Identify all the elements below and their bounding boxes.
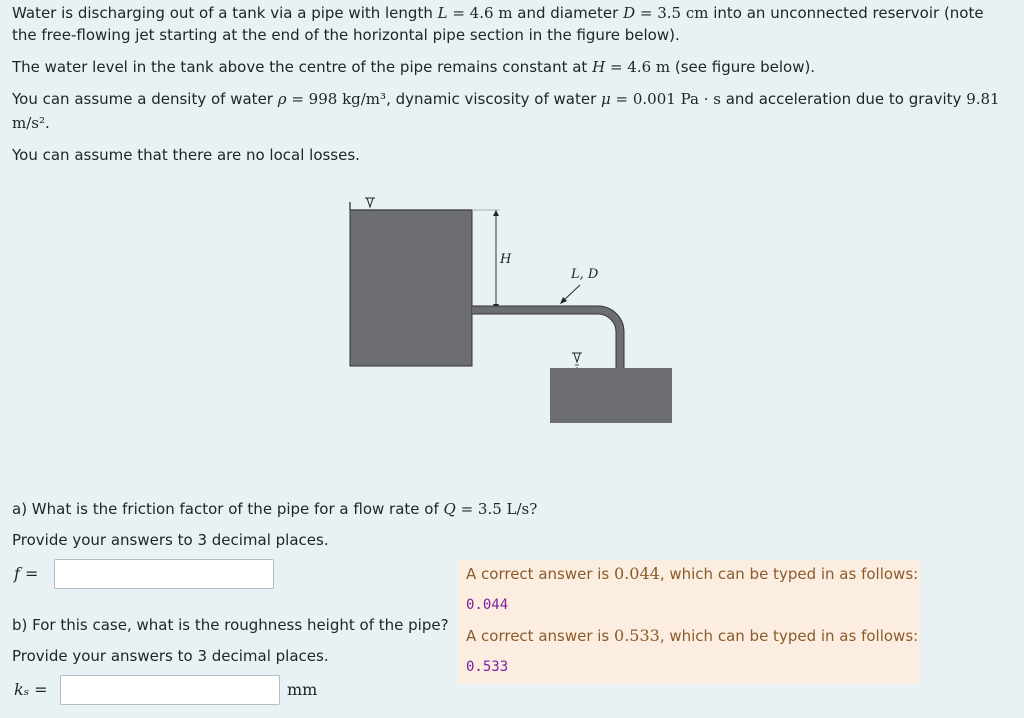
- symbol-Q: Q: [443, 500, 456, 518]
- intro-line-1: [12, 2, 984, 24]
- unit-mm: mm: [287, 680, 318, 699]
- intro-text: Water is discharging out of a tank via a pipe with length: [12, 4, 438, 22]
- feedback-text: A correct answer is: [466, 565, 615, 583]
- instruction-a: Provide your answers to 3 decimal places.: [12, 531, 329, 549]
- value-L: = 4.6 m: [447, 4, 513, 22]
- intro-line-4b: m/s².: [12, 114, 50, 132]
- roughness-height-input[interactable]: [60, 675, 280, 705]
- value-g: 9.81: [966, 90, 1000, 108]
- label-f: f =: [14, 564, 39, 583]
- instruction-b: Provide your answers to 3 decimal places.: [12, 647, 329, 665]
- pipe: [472, 310, 620, 368]
- intro-line-2: the free-flowing jet starting at the end of the horizontal pipe section in the figure below).: [12, 26, 680, 44]
- feedback-b-value: 0.533: [614, 626, 660, 645]
- intro-text: , dynamic viscosity of water: [386, 90, 602, 108]
- label-LD: L, D: [571, 267, 599, 282]
- intro-line-4: [12, 88, 1000, 110]
- feedback-a-code: 0.044: [466, 597, 509, 613]
- upper-tank: [350, 210, 472, 366]
- intro-line-5: You can assume that there are no local losses.: [12, 146, 360, 164]
- feedback-a: [466, 564, 918, 583]
- symbol-D: D: [623, 4, 636, 22]
- feedback-b-code: 0.533: [466, 659, 509, 675]
- water-level-marker-icon: [572, 353, 582, 368]
- question-b: b) For this case, what is the roughness height of the pipe?: [12, 616, 449, 634]
- intro-line-3: [12, 56, 815, 78]
- symbol-L: L: [437, 4, 448, 22]
- intro-text: and diameter: [512, 4, 624, 22]
- feedback-text: , which can be typed in as follows:: [659, 565, 919, 583]
- value-rho: = 998 kg/m³: [286, 90, 387, 108]
- tank-pipe-figure: [340, 190, 690, 430]
- intro-text: The water level in the tank above the centre of the pipe remains constant at: [12, 58, 593, 76]
- intro-text: You can assume a density of water: [12, 90, 278, 108]
- feedback-b: [466, 626, 918, 645]
- water-level-marker-icon: [365, 198, 375, 207]
- intro-text: into an unconnected reservoir (note: [708, 4, 984, 22]
- feedback-panel: [458, 560, 920, 684]
- feedback-a-value: 0.044: [614, 564, 660, 583]
- feedback-text: A correct answer is: [466, 627, 615, 645]
- symbol-H: H: [592, 58, 606, 76]
- symbol-rho: ρ: [277, 90, 287, 108]
- value-H: = 4.6 m: [605, 58, 671, 76]
- question-a: [12, 498, 537, 520]
- value-D: = 3.5 cm: [635, 4, 709, 22]
- label-H: H: [500, 252, 512, 267]
- friction-factor-input[interactable]: [54, 559, 274, 589]
- value-mu: = 0.001 Pa · s: [610, 90, 721, 108]
- value-Q: = 3.5 L/s?: [455, 500, 538, 518]
- intro-text: (see figure below).: [670, 58, 816, 76]
- symbol-mu: μ: [601, 90, 611, 108]
- label-ks: kₛ =: [14, 680, 48, 699]
- feedback-text: , which can be typed in as follows:: [659, 627, 919, 645]
- lower-reservoir: [550, 368, 672, 423]
- question-text: a) What is the friction factor of the pipe for a flow rate of: [12, 500, 444, 518]
- intro-text: and acceleration due to gravity: [720, 90, 967, 108]
